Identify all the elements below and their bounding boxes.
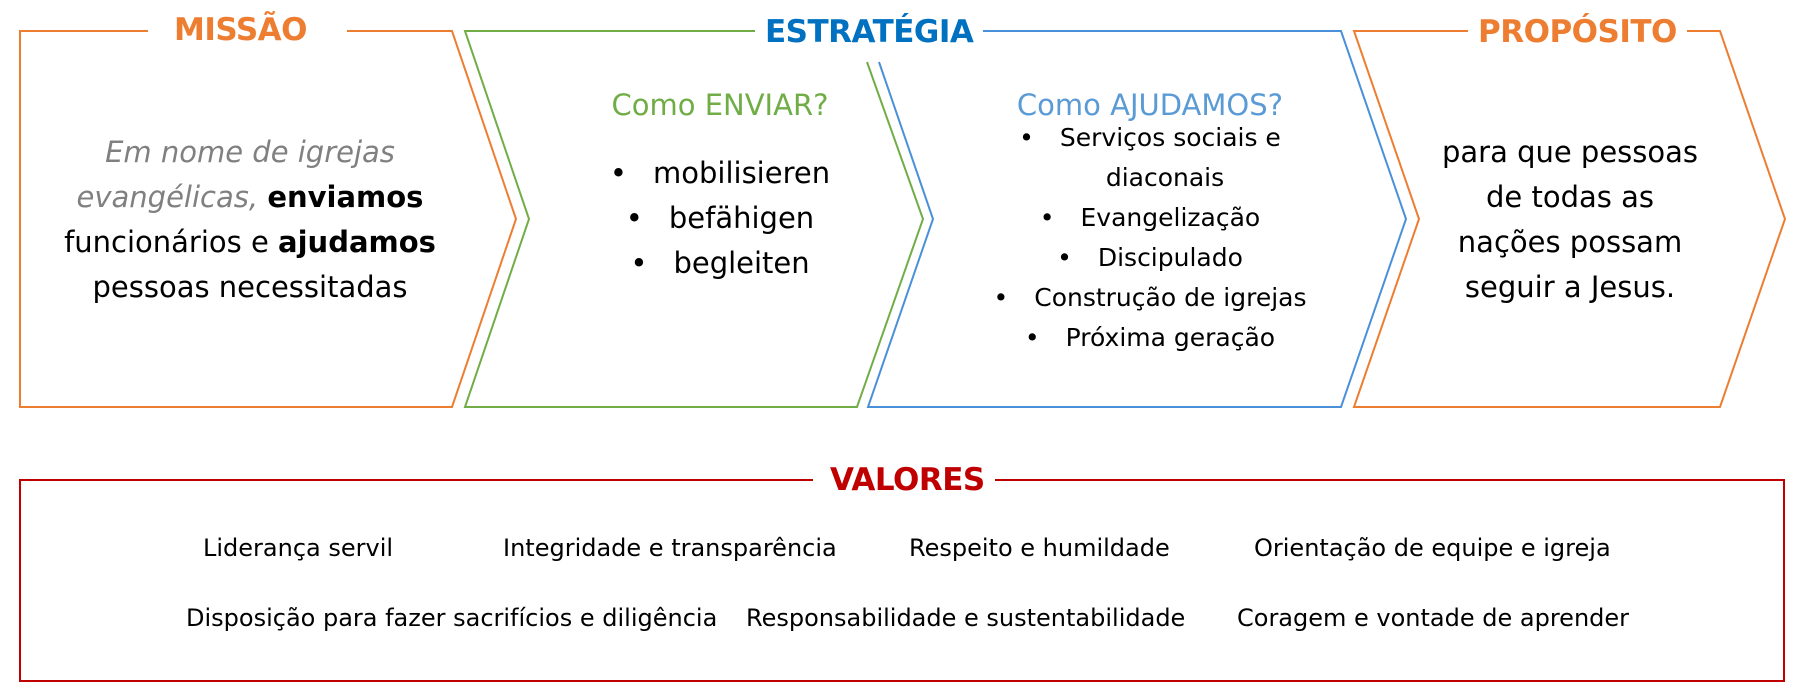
value-item: Responsabilidade e sustentabilidade	[746, 604, 1186, 632]
strategy-heading: ESTRATÉGIA	[755, 17, 983, 48]
bullet-icon: •	[1057, 242, 1072, 272]
send-item: • befähigen	[530, 196, 910, 241]
bullet-icon: •	[625, 200, 643, 235]
bullet-icon: •	[1024, 322, 1040, 352]
help-item: • Discipulado	[935, 238, 1365, 278]
send-item: • begleiten	[530, 241, 910, 286]
help-section	[935, 88, 1365, 358]
help-question: Como AJUDAMOS?	[1016, 88, 1284, 122]
value-item: Respeito e humildade	[909, 534, 1170, 562]
mission-line-3: funcionários e	[64, 225, 269, 259]
purpose-heading: PROPÓSITO	[1468, 17, 1687, 48]
help-item: • Próxima geração	[935, 318, 1365, 358]
value-item: Disposição para fazer sacrifícios e diligência	[186, 604, 718, 632]
bullet-icon: •	[993, 282, 1009, 312]
purpose-line: para que pessoas	[1441, 135, 1699, 169]
purpose-line: seguir a Jesus.	[1464, 270, 1676, 304]
mission-line-2-bold: enviamos	[267, 180, 424, 214]
values-heading: VALORES	[820, 465, 995, 496]
send-item: • mobilisieren	[530, 151, 910, 196]
mission-line-1: Em nome de igrejas	[105, 135, 395, 169]
send-list	[530, 151, 910, 286]
value-item: Integridade e transparência	[503, 534, 837, 562]
value-item: Coragem e vontade de aprender	[1237, 604, 1630, 632]
value-item: Liderança servil	[203, 534, 394, 562]
purpose-line: nações possam	[1457, 225, 1683, 259]
mission-line-2-italic: evangélicas,	[76, 180, 259, 214]
help-item: • Construção de igrejas	[935, 278, 1365, 318]
bullet-icon: •	[1039, 202, 1055, 232]
values-box	[20, 480, 1784, 681]
help-item: • Evangelização	[935, 198, 1365, 238]
mission-line-3-bold: ajudamos	[278, 225, 436, 259]
bullet-icon: •	[630, 245, 648, 280]
mission-line-4: pessoas necessitadas	[92, 270, 408, 304]
mission-statement	[30, 130, 470, 310]
value-item: Orientação de equipe e igreja	[1254, 534, 1611, 562]
send-question: Como ENVIAR?	[611, 88, 829, 122]
bullet-icon: •	[1019, 122, 1034, 152]
send-section	[530, 88, 910, 286]
help-item: • Serviços sociais e	[935, 118, 1365, 158]
purpose-statement	[1410, 130, 1730, 310]
mission-heading: MISSÃO	[164, 15, 317, 46]
help-list	[935, 118, 1365, 358]
bullet-icon: •	[609, 155, 627, 190]
help-item-continuation: diaconais	[1105, 162, 1225, 192]
purpose-line: de todas as	[1486, 180, 1654, 214]
